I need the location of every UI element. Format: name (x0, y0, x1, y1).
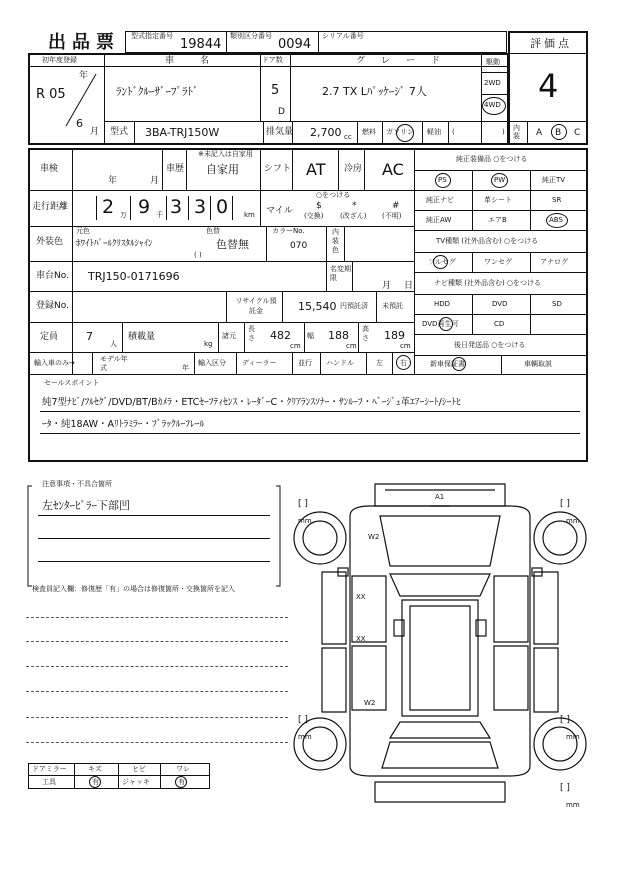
grade-label: グレード (356, 56, 457, 66)
drive-2wd: 2WD (484, 79, 501, 87)
notes-line-1: 左ｾﾝﾀｰﾋﾟﾗｰ下部凹 (42, 499, 130, 512)
equip-leather: 革シート (484, 196, 512, 204)
tire-bracket-fl: [ ] (298, 499, 308, 509)
handle-right-circle (396, 355, 411, 370)
navi-cd: CD (494, 320, 505, 328)
original-color-label: 元色 (76, 227, 90, 235)
equip-abs-circle (546, 213, 568, 228)
damage-xx-1: XX (356, 593, 366, 601)
damage-w2-top: W2 (368, 533, 380, 541)
equip-abs: ABS (549, 216, 563, 224)
color-number-value: 070 (290, 241, 308, 251)
model-value: 3BA-TRJ150W (145, 126, 220, 139)
cooling-value: AC (382, 160, 404, 179)
fuel-gasoline: ガソリン (386, 128, 414, 136)
acc-jack-circle (175, 776, 187, 788)
height-label: 高さ (362, 325, 369, 342)
page-title: 出品票 (48, 32, 120, 53)
inspector-label: 検査員記入欄：修復歴「有」の場合は修復箇所・交換箇所を記入 (32, 585, 235, 593)
equip-pw-circle (491, 173, 508, 188)
color-change-label: 色替 (206, 227, 220, 235)
name-change-label: 名変期限 (330, 265, 351, 282)
history-label: 車歴 (166, 164, 185, 174)
month-unit: 月 (90, 127, 100, 137)
length-value: 482 (270, 329, 291, 342)
equip-tv: 純正TV (542, 176, 566, 184)
shift-value: AT (306, 160, 326, 179)
recycle-unpaid: 未預託 (382, 302, 403, 310)
import-class-label: 輸入区分 (198, 359, 226, 367)
color-paren: ( ) (194, 251, 202, 259)
mileage-unknown: (不明) (382, 212, 402, 220)
displacement-value: 2,700 (310, 126, 342, 139)
mileage-digit-3: 3 (170, 196, 183, 218)
capacity-unit: 人 (110, 340, 117, 348)
mileage-digit-1: 2 (102, 196, 115, 218)
door-count-value: 5 (271, 83, 280, 98)
acc-header-scratch: キズ (88, 765, 102, 773)
load-unit: kg (204, 340, 213, 348)
acc-tools-value: 有 (92, 778, 99, 786)
fuel-label: 燃料 (362, 128, 376, 136)
mileage-mile: マイル (266, 206, 293, 216)
mileage-tamper: (改ざん) (340, 212, 367, 220)
height-unit: cm (400, 342, 411, 350)
shaken-label: 車検 (40, 164, 59, 174)
damage-w2-bottom: W2 (364, 699, 376, 707)
mileage-exchange: (交換) (304, 212, 324, 220)
navi-dvd-play-circle (439, 317, 453, 331)
damage-xx-2: XX (356, 635, 366, 643)
handle-left: 左 (376, 359, 383, 367)
mileage-dollar: $ (316, 201, 322, 211)
equip-aw: 純正AW (426, 216, 452, 224)
later-manual: 車輌取説 (524, 360, 552, 368)
damage-a1: A1 (435, 493, 445, 501)
chassis-value: TRJ150-0171696 (88, 270, 180, 283)
car-body-diagram (290, 476, 590, 816)
tv-title: TV種類 (社外品含む) ○をつける (436, 237, 539, 245)
registration-label: 登録No. (36, 301, 69, 311)
tire-mm-rl: mm (298, 733, 312, 741)
later-title: 後日発送品 ○をつける (454, 341, 526, 349)
equip-pw: PW (494, 176, 506, 184)
width-unit: cm (346, 342, 357, 350)
mileage-digit-5: 0 (216, 196, 229, 218)
serial-label: シリアル番号 (322, 32, 364, 40)
mileage-label: 走行距離 (32, 202, 69, 212)
tire-bracket-rl: [ ] (298, 715, 308, 725)
acc-header-mirror: ドアミラー (32, 765, 67, 773)
later-warranty: 新車保証書 (430, 360, 465, 368)
category-label: 類別区分番号 (230, 32, 272, 40)
recycle-unit: 円預託済 (340, 302, 368, 310)
tire-mm-fl: mm (298, 517, 312, 525)
score-label: 評価点 (530, 37, 572, 50)
interior-c: C (574, 128, 581, 138)
exterior-color-label: 外装色 (36, 237, 64, 247)
tire-mm-rr: mm (566, 733, 580, 741)
tv-fullseg: フルセグ (428, 258, 456, 266)
equipment-title: 純正装備品 ○をつける (456, 155, 528, 163)
navi-dvd-play: DVD再生可 (422, 320, 459, 328)
first-registration-month: 6 (76, 117, 83, 130)
mileage-km: km (244, 211, 255, 219)
tv-oneseg: ワンセグ (484, 258, 512, 266)
door-count-label: ドア数 (262, 56, 283, 64)
category-value: 0094 (278, 37, 312, 52)
sales-point-line-1: 純7型ﾅﾋﾞ/ﾌﾙｾｸﾞ/DVD/BT/Bｶﾒﾗ・ETCｾｰﾌﾃｨｾﾝｽ・ﾚｰﾀﾞｰC・ｸﾘｱﾗﾝｽｿﾅｰ・ｻﾝﾙｰﾌ・ﾍﾞｰｼﾞｭ革ｴｱｰｼｰﾄ/ｼｰﾄﾋ (42, 397, 461, 408)
navi-title: ナビ種類 (社外品含む) ○をつける (434, 279, 542, 287)
shaken-year-unit: 年 (108, 176, 118, 186)
car-name-label: 車名 (165, 56, 236, 66)
tire-mm-spare: mm (566, 801, 580, 809)
width-label: 幅 (307, 332, 314, 340)
length-label: 長さ (248, 325, 255, 342)
type-label: 型式指定番号 (131, 32, 173, 40)
interior-label: 内装 (513, 124, 520, 140)
tire-bracket-spare: [ ] (560, 783, 570, 793)
name-change-day: 日 (404, 281, 414, 291)
color-number-label: カラーNo. (272, 227, 305, 235)
tire-mm-fr: mm (566, 517, 580, 525)
acc-jack-value: 有 (178, 778, 185, 786)
model-year-label: モデル年式 (100, 355, 128, 372)
shift-label: シフト (264, 164, 292, 174)
history-value: 自家用 (206, 163, 239, 176)
acc-tools-circle (89, 776, 101, 788)
history-note: ※未記入は自家用 (198, 150, 253, 158)
mileage-man: 万 (120, 211, 127, 219)
exterior-color-value: ﾎﾜｲﾄﾊﾟｰﾙｸﾘｽﾀﾙｼｬｲﾝ (76, 239, 153, 249)
mileage-hash: # (392, 201, 400, 211)
type-value: 19844 (180, 37, 222, 52)
car-name-value: ﾗﾝﾄﾞｸﾙｰｻﾞｰﾌﾟﾗﾄﾞ (116, 85, 199, 98)
fuel-diesel: 軽油 (427, 128, 441, 136)
navi-dvd: DVD (492, 300, 508, 308)
height-value: 189 (384, 329, 405, 342)
handle-label: ハンドル (326, 359, 354, 367)
equip-ps-circle (435, 173, 451, 188)
capacity-label: 定員 (40, 332, 59, 342)
equip-navi: 純正ナビ (426, 196, 454, 204)
equip-ps: PS (438, 176, 447, 184)
length-unit: cm (290, 342, 301, 350)
sales-point-label: セールスポイント (44, 379, 100, 387)
year-unit: 年 (79, 71, 89, 81)
chassis-label: 車台No. (36, 271, 69, 281)
door-sub: D (278, 107, 285, 117)
capacity-value: 7 (86, 330, 93, 343)
mileage-star: * (352, 201, 357, 211)
tv-fullseg-circle (433, 255, 448, 269)
import-parallel: 並行 (298, 359, 312, 367)
fuel-circle (396, 124, 414, 142)
tv-analog: アナログ (540, 258, 568, 266)
load-label: 積載量 (128, 332, 156, 342)
recycle-value: 15,540 (298, 300, 337, 313)
mileage-digit-4: 3 (194, 196, 207, 218)
interior-a: A (536, 128, 543, 138)
displacement-label: 排気量 (266, 127, 294, 137)
name-change-month: 月 (382, 281, 392, 291)
equip-sr: SR (552, 196, 562, 204)
drive-4wd-circle (482, 97, 506, 115)
shaken-month-unit: 月 (150, 176, 160, 186)
acc-header-crack: ヒビ (132, 765, 146, 773)
width-value: 188 (328, 329, 349, 342)
cooling-label: 冷房 (344, 164, 363, 174)
tire-bracket-rr: [ ] (560, 715, 570, 725)
color-change-value: 色替無 (216, 238, 249, 251)
handle-right: 右 (400, 359, 407, 367)
drive-4wd: 4WD (484, 101, 501, 109)
mileage-digit-2: 9 (138, 196, 151, 218)
navi-sd: SD (552, 300, 562, 308)
interior-b: B (555, 128, 562, 138)
interior-color-label: 内装色 (332, 228, 339, 254)
mileage-sen: 千 (156, 211, 163, 219)
drive-label: 駆動 (486, 58, 500, 66)
recycle-label: リサイクル預託金 (235, 297, 277, 315)
first-registration-era: R 05 (36, 87, 66, 102)
first-registration-label: 初年度登録 (42, 56, 77, 64)
score-value: 4 (538, 67, 559, 105)
dims-label: 諸元 (222, 332, 236, 340)
model-year-unit: 年 (182, 364, 189, 372)
acc-header-break: ワレ (176, 765, 190, 773)
displacement-unit: cc (344, 133, 352, 141)
sales-point-line-2: ｰﾀ・純18AW・Aﾘﾄﾗﾐﾗｰ・ﾌﾞﾗｯｸﾙｰﾌﾚｰﾙ (42, 419, 205, 430)
acc-jack-label: ジャッキ (122, 778, 150, 786)
import-label: 輸入車のみ→ (34, 359, 75, 367)
later-warranty-circle (452, 357, 466, 371)
notes-label: 注意事項・不具合箇所 (42, 480, 112, 488)
mileage-circle-note: ○をつける (316, 191, 351, 199)
navi-hdd: HDD (434, 300, 451, 308)
import-dealer: ディーラー (242, 359, 277, 367)
equip-airbag: エアB (488, 216, 507, 224)
acc-tools-label: 工具 (42, 778, 56, 786)
tire-bracket-fr: [ ] (560, 499, 570, 509)
grade-value: 2.7 TX Lﾊﾟｯｹｰｼﾞ 7人 (322, 85, 427, 98)
model-label: 型式 (110, 127, 129, 137)
